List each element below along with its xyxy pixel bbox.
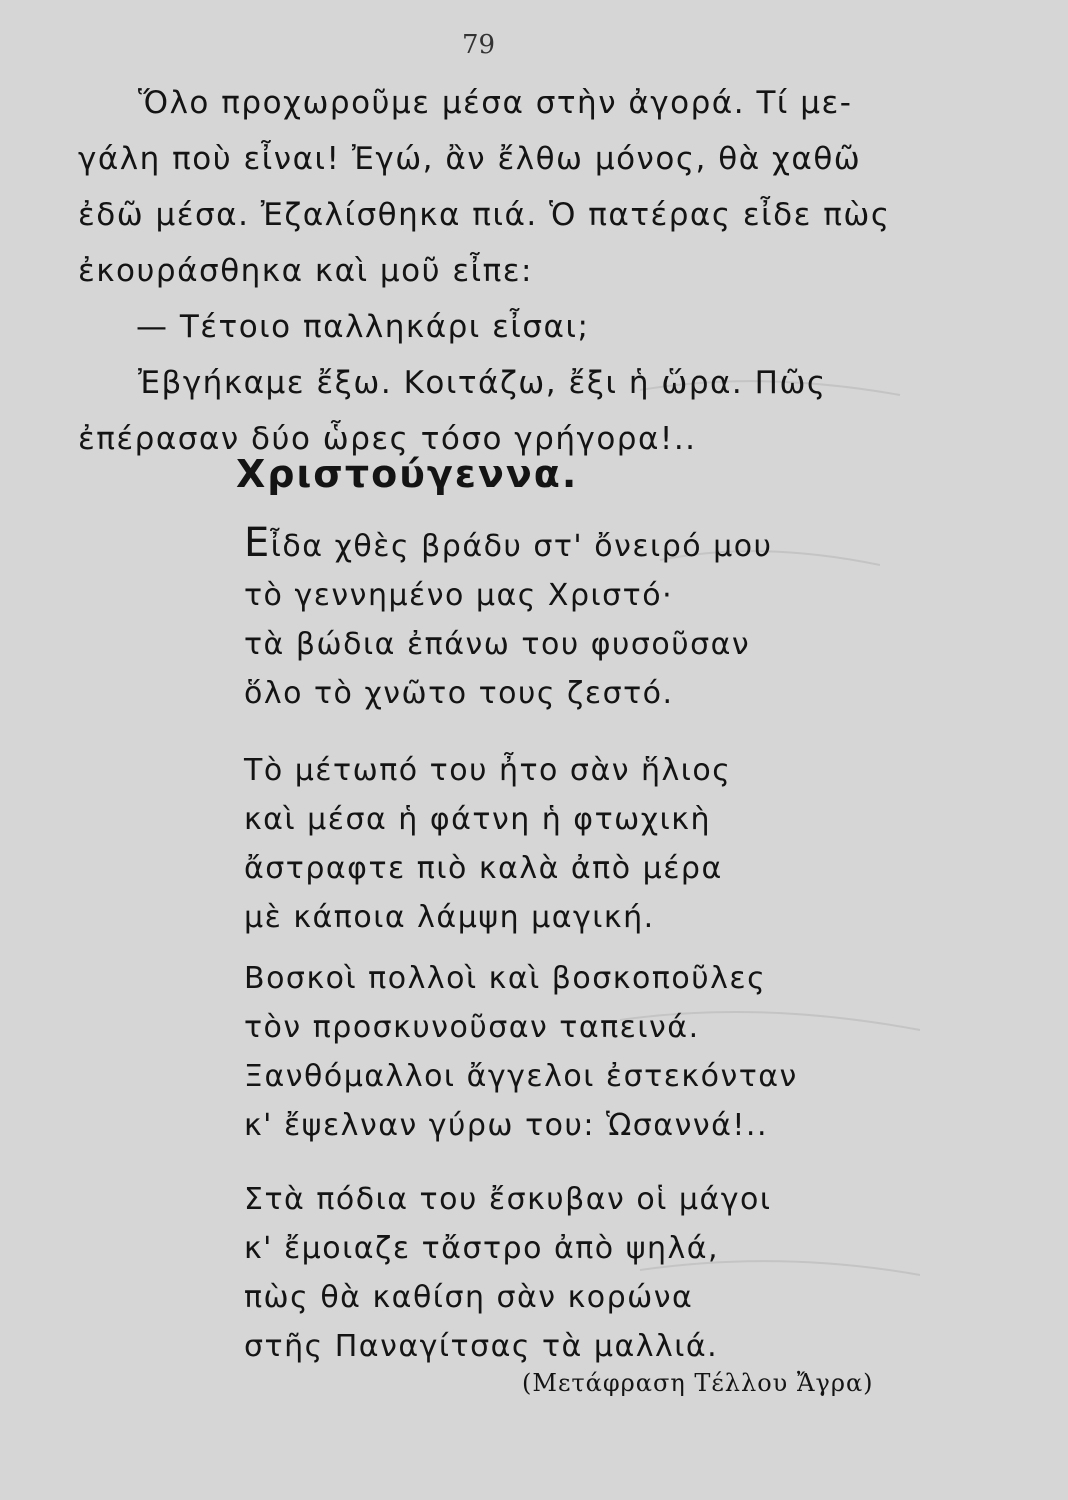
poem-line: τὰ βώδια ἐπάνω του φυσοῦσαν [244,627,751,662]
poem-line: Βοσκοὶ πολλοὶ καὶ βοσκοποῦλες [244,961,767,996]
poem-line-text: ἶδα χθὲς βράδυ στ' ὄνειρό μου [270,529,773,564]
drop-letter: Ε [244,520,271,566]
poem-stanza [244,746,884,942]
poem-line: Στὰ πόδια του ἔσκυβαν οἱ μάγοι [244,1182,772,1217]
poem-line: ὅλο τὸ χνῶτο τους ζεστό. [244,676,674,711]
poem-line [244,522,884,571]
poem-line: στῆς Παναγίτσας τὰ μαλλιά. [244,1329,719,1364]
prose-paragraph [78,75,938,467]
poem-line: κ' ἔμοιαζε τἄστρο ἀπὸ ψηλά, [244,1231,720,1266]
prose-line: Ὅλο προχωροῦμε μέσα στὴν ἀγορά. Τί με- [138,85,853,121]
poem-line: Ξανθόμαλλοι ἄγγελοι ἐστεκόνταν [244,1059,798,1094]
prose-line: γάλη ποὺ εἶναι! Ἐγώ, ἂν ἔλθω μόνος, θὰ χαθῶ [78,141,862,177]
prose-line: Ἐβγήκαμε ἔξω. Κοιτάζω, ἔξι ἡ ὥρα. Πῶς [138,365,827,401]
prose-dialog-line: — Τέτοιο παλληκάρι εἶσαι; [136,309,590,345]
poem-line: τὸ γεννημένο μας Χριστό· [244,578,674,613]
prose-line: ἐδῶ μέσα. Ἐζαλίσθηκα πιά. Ὁ πατέρας εἶδε πὼς [78,197,891,233]
poem-line: πὼς θὰ καθίση σὰν κορώνα [244,1280,694,1315]
poem-line: Τὸ μέτωπό του ἦτο σὰν ἥλιος [244,753,732,788]
poem-line: μὲ κάποια λάμψη μαγική. [244,900,655,935]
prose-line: ἐπέρασαν δύο ὧρες τόσο γρήγορα!.. [78,421,697,457]
poem-line: καὶ μέσα ἡ φάτνη ἡ φτωχικὴ [244,802,711,837]
poem-stanza [244,522,884,718]
translation-credit: (Μετάφραση Τέλλου Ἄγρα) [522,1369,874,1397]
page-number: 79 [462,30,496,60]
poem-line: τὸν προσκυνοῦσαν ταπεινά. [244,1010,700,1045]
poem-line: κ' ἔψελναν γύρω του: Ὡσαννά!.. [244,1108,768,1143]
poem-stanza [244,954,884,1150]
poem-stanza [244,1175,884,1371]
poem-title: Χριστούγεννα. [236,452,579,496]
prose-line: ἐκουράσθηκα καὶ μοῦ εἶπε: [78,253,534,289]
poem-line: ἄστραφτε πιὸ καλὰ ἀπὸ μέρα [244,851,723,886]
